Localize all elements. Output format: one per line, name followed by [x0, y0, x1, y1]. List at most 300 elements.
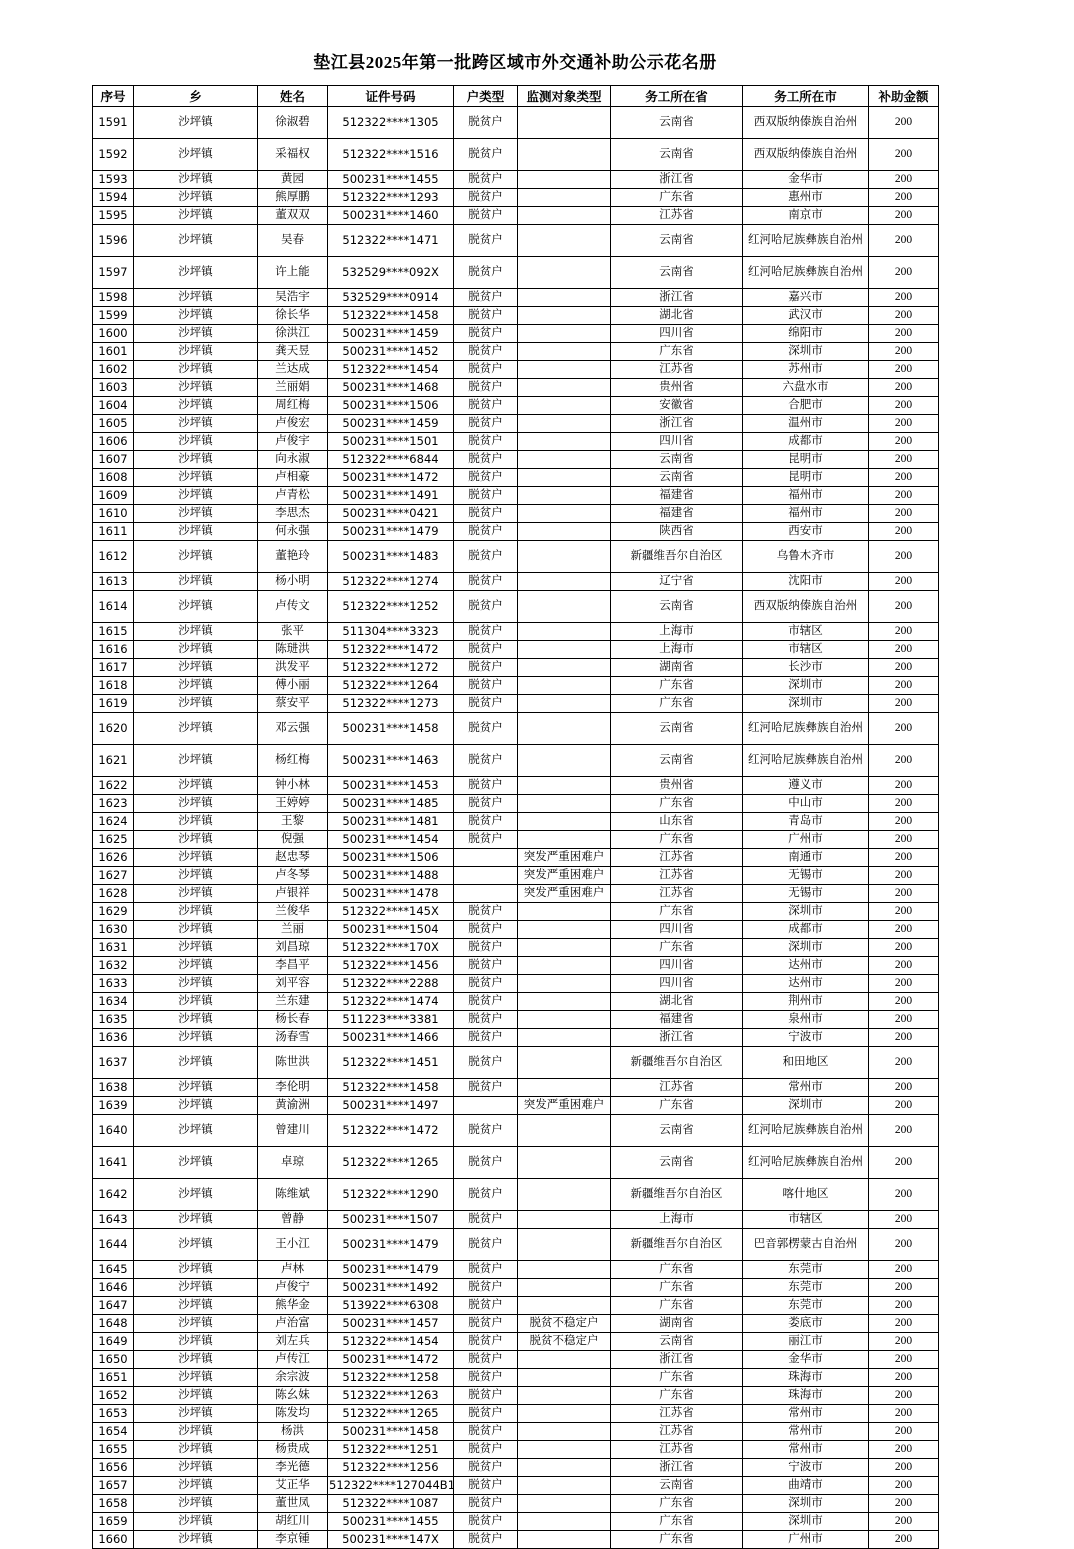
table-row: [93, 695, 939, 713]
cell-province: 广东省: [611, 343, 743, 361]
cell-name: 卢传文: [258, 591, 328, 623]
cell-id: 512322****1516: [328, 139, 454, 171]
cell-city: 常州市: [743, 1441, 869, 1459]
cell-household: 脱贫户: [454, 1029, 518, 1047]
cell-id: 512322****1456: [328, 957, 454, 975]
cell-province: 新疆维吾尔自治区: [611, 1179, 743, 1211]
cell-seq: 1646: [93, 1279, 134, 1297]
cell-city: 西双版纳傣族自治州: [743, 139, 869, 171]
cell-name: 陈幺妹: [258, 1387, 328, 1405]
cell-id: 500231****147X: [328, 1531, 454, 1549]
cell-household: 脱贫户: [454, 433, 518, 451]
cell-province: 江苏省: [611, 361, 743, 379]
cell-name: 向永淑: [258, 451, 328, 469]
cell-amount: 200: [869, 867, 939, 885]
cell-name: 刘左兵: [258, 1333, 328, 1351]
cell-city: 昆明市: [743, 451, 869, 469]
cell-name: 卢冬琴: [258, 867, 328, 885]
cell-id: 512322****1290: [328, 1179, 454, 1211]
cell-city: 市辖区: [743, 623, 869, 641]
table-row: [93, 415, 939, 433]
cell-seq: 1631: [93, 939, 134, 957]
cell-seq: 1659: [93, 1513, 134, 1531]
cell-amount: 200: [869, 1477, 939, 1495]
cell-monitor: [518, 921, 611, 939]
cell-township: 沙坪镇: [134, 695, 258, 713]
cell-township: 沙坪镇: [134, 745, 258, 777]
cell-township: 沙坪镇: [134, 795, 258, 813]
cell-seq: 1618: [93, 677, 134, 695]
cell-monitor: [518, 1047, 611, 1079]
cell-id: 500231****1460: [328, 207, 454, 225]
cell-id: 500231****1458: [328, 713, 454, 745]
cell-province: 上海市: [611, 641, 743, 659]
cell-amount: 200: [869, 695, 939, 713]
cell-seq: 1624: [93, 813, 134, 831]
cell-province: 广东省: [611, 1495, 743, 1513]
cell-household: 脱贫户: [454, 939, 518, 957]
cell-amount: 200: [869, 939, 939, 957]
cell-monitor: [518, 1351, 611, 1369]
table-row: [93, 397, 939, 415]
cell-household: 脱贫户: [454, 487, 518, 505]
cell-province: 云南省: [611, 713, 743, 745]
cell-monitor: [518, 777, 611, 795]
cell-household: 脱贫户: [454, 713, 518, 745]
cell-province: 湖南省: [611, 659, 743, 677]
cell-province: 广东省: [611, 831, 743, 849]
cell-amount: 200: [869, 1315, 939, 1333]
table-row: [93, 903, 939, 921]
table-row: [93, 307, 939, 325]
cell-seq: 1645: [93, 1261, 134, 1279]
cell-province: 辽宁省: [611, 573, 743, 591]
cell-name: 陈维斌: [258, 1179, 328, 1211]
cell-id: 512322****1471: [328, 225, 454, 257]
cell-monitor: [518, 623, 611, 641]
cell-name: 赵忠琴: [258, 849, 328, 867]
cell-province: 江苏省: [611, 867, 743, 885]
cell-province: 江苏省: [611, 849, 743, 867]
cell-township: 沙坪镇: [134, 939, 258, 957]
cell-id: 512322****1256: [328, 1459, 454, 1477]
cell-monitor: [518, 813, 611, 831]
cell-seq: 1638: [93, 1079, 134, 1097]
cell-amount: 200: [869, 1115, 939, 1147]
cell-township: 沙坪镇: [134, 415, 258, 433]
cell-household: 脱贫户: [454, 541, 518, 573]
cell-township: 沙坪镇: [134, 207, 258, 225]
cell-city: 中山市: [743, 795, 869, 813]
cell-household: 脱贫户: [454, 189, 518, 207]
cell-city: 巴音郭楞蒙古自治州: [743, 1229, 869, 1261]
cell-city: 金华市: [743, 171, 869, 189]
cell-amount: 200: [869, 361, 939, 379]
cell-township: 沙坪镇: [134, 225, 258, 257]
cell-amount: 200: [869, 1211, 939, 1229]
cell-amount: 200: [869, 379, 939, 397]
table-row: [93, 289, 939, 307]
cell-name: 董艳玲: [258, 541, 328, 573]
cell-amount: 200: [869, 1097, 939, 1115]
cell-city: 福州市: [743, 487, 869, 505]
cell-province: 云南省: [611, 107, 743, 139]
col-header-household: 户类型: [454, 86, 518, 107]
cell-household: 脱贫户: [454, 1047, 518, 1079]
cell-township: 沙坪镇: [134, 903, 258, 921]
cell-monitor: [518, 1147, 611, 1179]
cell-amount: 200: [869, 975, 939, 993]
cell-name: 黄园: [258, 171, 328, 189]
cell-name: 蔡安平: [258, 695, 328, 713]
cell-province: 浙江省: [611, 1029, 743, 1047]
cell-township: 沙坪镇: [134, 1179, 258, 1211]
table-row: [93, 975, 939, 993]
cell-household: 脱贫户: [454, 777, 518, 795]
table-row: [93, 343, 939, 361]
cell-seq: 1603: [93, 379, 134, 397]
cell-city: 常州市: [743, 1405, 869, 1423]
cell-amount: 200: [869, 1029, 939, 1047]
table-row: [93, 1441, 939, 1459]
cell-household: 脱贫户: [454, 677, 518, 695]
table-row: [93, 505, 939, 523]
cell-township: 沙坪镇: [134, 1279, 258, 1297]
cell-id: 500231****1472: [328, 1351, 454, 1369]
cell-seq: 1616: [93, 641, 134, 659]
cell-township: 沙坪镇: [134, 957, 258, 975]
cell-monitor: 脱贫不稳定户: [518, 1315, 611, 1333]
cell-province: 江苏省: [611, 1079, 743, 1097]
cell-name: 徐淑碧: [258, 107, 328, 139]
col-header-province: 务工所在省: [611, 86, 743, 107]
cell-amount: 200: [869, 849, 939, 867]
cell-township: 沙坪镇: [134, 1459, 258, 1477]
table-row: [93, 1115, 939, 1147]
cell-seq: 1599: [93, 307, 134, 325]
cell-seq: 1596: [93, 225, 134, 257]
table-row: [93, 1179, 939, 1211]
cell-amount: 200: [869, 397, 939, 415]
cell-city: 广州市: [743, 1531, 869, 1549]
cell-name: 李光德: [258, 1459, 328, 1477]
table-row: [93, 1459, 939, 1477]
cell-household: 脱贫户: [454, 289, 518, 307]
cell-household: 脱贫户: [454, 325, 518, 343]
cell-province: 福建省: [611, 487, 743, 505]
cell-name: 李京锺: [258, 1531, 328, 1549]
cell-township: 沙坪镇: [134, 849, 258, 867]
cell-township: 沙坪镇: [134, 325, 258, 343]
cell-household: 脱贫户: [454, 1351, 518, 1369]
cell-city: 东莞市: [743, 1297, 869, 1315]
table-row: [93, 1477, 939, 1495]
table-row: [93, 1369, 939, 1387]
cell-id: 500231****1468: [328, 379, 454, 397]
cell-monitor: [518, 397, 611, 415]
cell-monitor: [518, 289, 611, 307]
cell-name: 卢银祥: [258, 885, 328, 903]
table-row: [93, 1011, 939, 1029]
cell-monitor: [518, 207, 611, 225]
cell-township: 沙坪镇: [134, 171, 258, 189]
cell-monitor: [518, 1179, 611, 1211]
cell-household: 脱贫户: [454, 107, 518, 139]
cell-id: 500231****1455: [328, 1513, 454, 1531]
cell-id: 500231****1507: [328, 1211, 454, 1229]
table-row: [93, 867, 939, 885]
cell-household: 脱贫户: [454, 695, 518, 713]
cell-province: 四川省: [611, 433, 743, 451]
table-row: [93, 1079, 939, 1097]
table-row: [93, 713, 939, 745]
cell-name: 刘平容: [258, 975, 328, 993]
cell-city: 宁波市: [743, 1459, 869, 1477]
cell-name: 胡红川: [258, 1513, 328, 1531]
cell-amount: 200: [869, 1079, 939, 1097]
cell-name: 陈发均: [258, 1405, 328, 1423]
cell-monitor: [518, 1079, 611, 1097]
cell-name: 傅小丽: [258, 677, 328, 695]
cell-id: 500231****1479: [328, 1229, 454, 1261]
cell-seq: 1597: [93, 257, 134, 289]
cell-amount: 200: [869, 957, 939, 975]
cell-city: 红河哈尼族彝族自治州: [743, 225, 869, 257]
cell-name: 卓琼: [258, 1147, 328, 1179]
cell-seq: 1607: [93, 451, 134, 469]
cell-id: 500231****1463: [328, 745, 454, 777]
cell-city: 深圳市: [743, 939, 869, 957]
cell-seq: 1639: [93, 1097, 134, 1115]
cell-amount: 200: [869, 541, 939, 573]
cell-amount: 200: [869, 189, 939, 207]
cell-monitor: [518, 1495, 611, 1513]
cell-name: 陈世洪: [258, 1047, 328, 1079]
table-row: [93, 487, 939, 505]
cell-monitor: [518, 139, 611, 171]
cell-id: 512322****1472: [328, 1115, 454, 1147]
cell-province: 江苏省: [611, 885, 743, 903]
cell-household: 脱贫户: [454, 1441, 518, 1459]
cell-amount: 200: [869, 813, 939, 831]
cell-name: 卢俊宏: [258, 415, 328, 433]
cell-monitor: 脱贫不稳定户: [518, 1333, 611, 1351]
cell-province: 陕西省: [611, 523, 743, 541]
table-row: [93, 939, 939, 957]
cell-province: 新疆维吾尔自治区: [611, 541, 743, 573]
cell-township: 沙坪镇: [134, 573, 258, 591]
cell-township: 沙坪镇: [134, 1351, 258, 1369]
cell-monitor: 突发严重困难户: [518, 867, 611, 885]
cell-amount: 200: [869, 573, 939, 591]
table-row: [93, 257, 939, 289]
cell-township: 沙坪镇: [134, 1513, 258, 1531]
cell-township: 沙坪镇: [134, 1047, 258, 1079]
cell-province: 上海市: [611, 1211, 743, 1229]
cell-township: 沙坪镇: [134, 1405, 258, 1423]
cell-household: [454, 867, 518, 885]
cell-city: 六盘水市: [743, 379, 869, 397]
cell-city: 福州市: [743, 505, 869, 523]
cell-monitor: [518, 451, 611, 469]
cell-city: 红河哈尼族彝族自治州: [743, 713, 869, 745]
cell-province: 广东省: [611, 939, 743, 957]
cell-name: 汤春雪: [258, 1029, 328, 1047]
cell-province: 贵州省: [611, 379, 743, 397]
cell-city: 合肥市: [743, 397, 869, 415]
cell-monitor: [518, 1011, 611, 1029]
cell-city: 嘉兴市: [743, 289, 869, 307]
cell-province: 贵州省: [611, 777, 743, 795]
cell-province: 江苏省: [611, 1405, 743, 1423]
cell-name: 黄渝洲: [258, 1097, 328, 1115]
cell-province: 新疆维吾尔自治区: [611, 1229, 743, 1261]
table-row: [93, 659, 939, 677]
table-row: [93, 1047, 939, 1079]
cell-id: 500231****1459: [328, 325, 454, 343]
cell-id: 512322****1252: [328, 591, 454, 623]
cell-name: 徐长华: [258, 307, 328, 325]
cell-township: 沙坪镇: [134, 1297, 258, 1315]
cell-monitor: [518, 1459, 611, 1477]
cell-id: 512322****1263: [328, 1387, 454, 1405]
cell-amount: 200: [869, 139, 939, 171]
table-row: [93, 813, 939, 831]
roster-document: [92, 0, 938, 1549]
cell-id: 500231****1454: [328, 831, 454, 849]
table-row: [93, 1211, 939, 1229]
cell-name: 杨贵成: [258, 1441, 328, 1459]
cell-monitor: [518, 659, 611, 677]
cell-seq: 1619: [93, 695, 134, 713]
cell-province: 浙江省: [611, 1459, 743, 1477]
cell-household: 脱贫户: [454, 257, 518, 289]
cell-household: 脱贫户: [454, 379, 518, 397]
cell-province: 上海市: [611, 623, 743, 641]
cell-township: 沙坪镇: [134, 343, 258, 361]
cell-name: 邓云强: [258, 713, 328, 745]
cell-monitor: [518, 831, 611, 849]
cell-name: 兰俊华: [258, 903, 328, 921]
cell-name: 卢林: [258, 1261, 328, 1279]
cell-household: 脱贫户: [454, 1297, 518, 1315]
cell-province: 广东省: [611, 189, 743, 207]
cell-household: 脱贫户: [454, 1531, 518, 1549]
cell-city: 南京市: [743, 207, 869, 225]
table-row: [93, 1229, 939, 1261]
cell-township: 沙坪镇: [134, 523, 258, 541]
cell-monitor: [518, 433, 611, 451]
cell-id: 512322****1087: [328, 1495, 454, 1513]
cell-amount: 200: [869, 415, 939, 433]
cell-id: 500231****1483: [328, 541, 454, 573]
cell-seq: 1656: [93, 1459, 134, 1477]
cell-township: 沙坪镇: [134, 1011, 258, 1029]
table-row: [93, 1513, 939, 1531]
cell-amount: 200: [869, 451, 939, 469]
cell-township: 沙坪镇: [134, 541, 258, 573]
cell-amount: 200: [869, 107, 939, 139]
cell-amount: 200: [869, 1261, 939, 1279]
cell-amount: 200: [869, 993, 939, 1011]
cell-seq: 1606: [93, 433, 134, 451]
cell-city: 西安市: [743, 523, 869, 541]
cell-monitor: [518, 745, 611, 777]
cell-id: 500231****1497: [328, 1097, 454, 1115]
cell-household: 脱贫户: [454, 505, 518, 523]
table-row: [93, 225, 939, 257]
cell-province: 安徽省: [611, 397, 743, 415]
cell-id: 500231****1506: [328, 849, 454, 867]
cell-id: 512322****1265: [328, 1147, 454, 1179]
cell-seq: 1648: [93, 1315, 134, 1333]
header-row: [93, 86, 939, 107]
cell-id: 512322****1472: [328, 641, 454, 659]
cell-amount: 200: [869, 831, 939, 849]
cell-monitor: [518, 171, 611, 189]
cell-name: 熊华金: [258, 1297, 328, 1315]
cell-province: 浙江省: [611, 415, 743, 433]
cell-seq: 1622: [93, 777, 134, 795]
cell-amount: 200: [869, 1333, 939, 1351]
cell-id: 512322****1273: [328, 695, 454, 713]
table-row: [93, 795, 939, 813]
cell-province: 云南省: [611, 745, 743, 777]
cell-household: 脱贫户: [454, 1229, 518, 1261]
cell-monitor: [518, 225, 611, 257]
cell-name: 卢相豪: [258, 469, 328, 487]
cell-amount: 200: [869, 1513, 939, 1531]
cell-amount: 200: [869, 1279, 939, 1297]
cell-monitor: 突发严重困难户: [518, 849, 611, 867]
table-row: [93, 1029, 939, 1047]
cell-name: 兰丽: [258, 921, 328, 939]
cell-amount: 200: [869, 885, 939, 903]
cell-city: 无锡市: [743, 885, 869, 903]
table-row: [93, 885, 939, 903]
cell-seq: 1650: [93, 1351, 134, 1369]
cell-province: 云南省: [611, 139, 743, 171]
cell-township: 沙坪镇: [134, 189, 258, 207]
cell-amount: 200: [869, 1459, 939, 1477]
cell-province: 广东省: [611, 795, 743, 813]
cell-province: 广东省: [611, 1531, 743, 1549]
cell-city: 东莞市: [743, 1261, 869, 1279]
cell-id: 532529****092X: [328, 257, 454, 289]
col-header-seq: 序号: [93, 86, 134, 107]
cell-name: 余宗波: [258, 1369, 328, 1387]
cell-seq: 1641: [93, 1147, 134, 1179]
cell-amount: 200: [869, 207, 939, 225]
cell-seq: 1611: [93, 523, 134, 541]
cell-household: 脱贫户: [454, 1279, 518, 1297]
cell-household: 脱贫户: [454, 659, 518, 677]
cell-seq: 1637: [93, 1047, 134, 1079]
cell-id: 512322****1458: [328, 307, 454, 325]
cell-monitor: [518, 1369, 611, 1387]
cell-city: 红河哈尼族彝族自治州: [743, 1115, 869, 1147]
cell-id: 512322****1458: [328, 1079, 454, 1097]
cell-city: 红河哈尼族彝族自治州: [743, 1147, 869, 1179]
table-row: [93, 573, 939, 591]
cell-household: 脱贫户: [454, 1261, 518, 1279]
cell-township: 沙坪镇: [134, 975, 258, 993]
cell-household: 脱贫户: [454, 171, 518, 189]
cell-id: 512322****1274: [328, 573, 454, 591]
cell-household: 脱贫户: [454, 641, 518, 659]
cell-monitor: [518, 1029, 611, 1047]
cell-amount: 200: [869, 1179, 939, 1211]
